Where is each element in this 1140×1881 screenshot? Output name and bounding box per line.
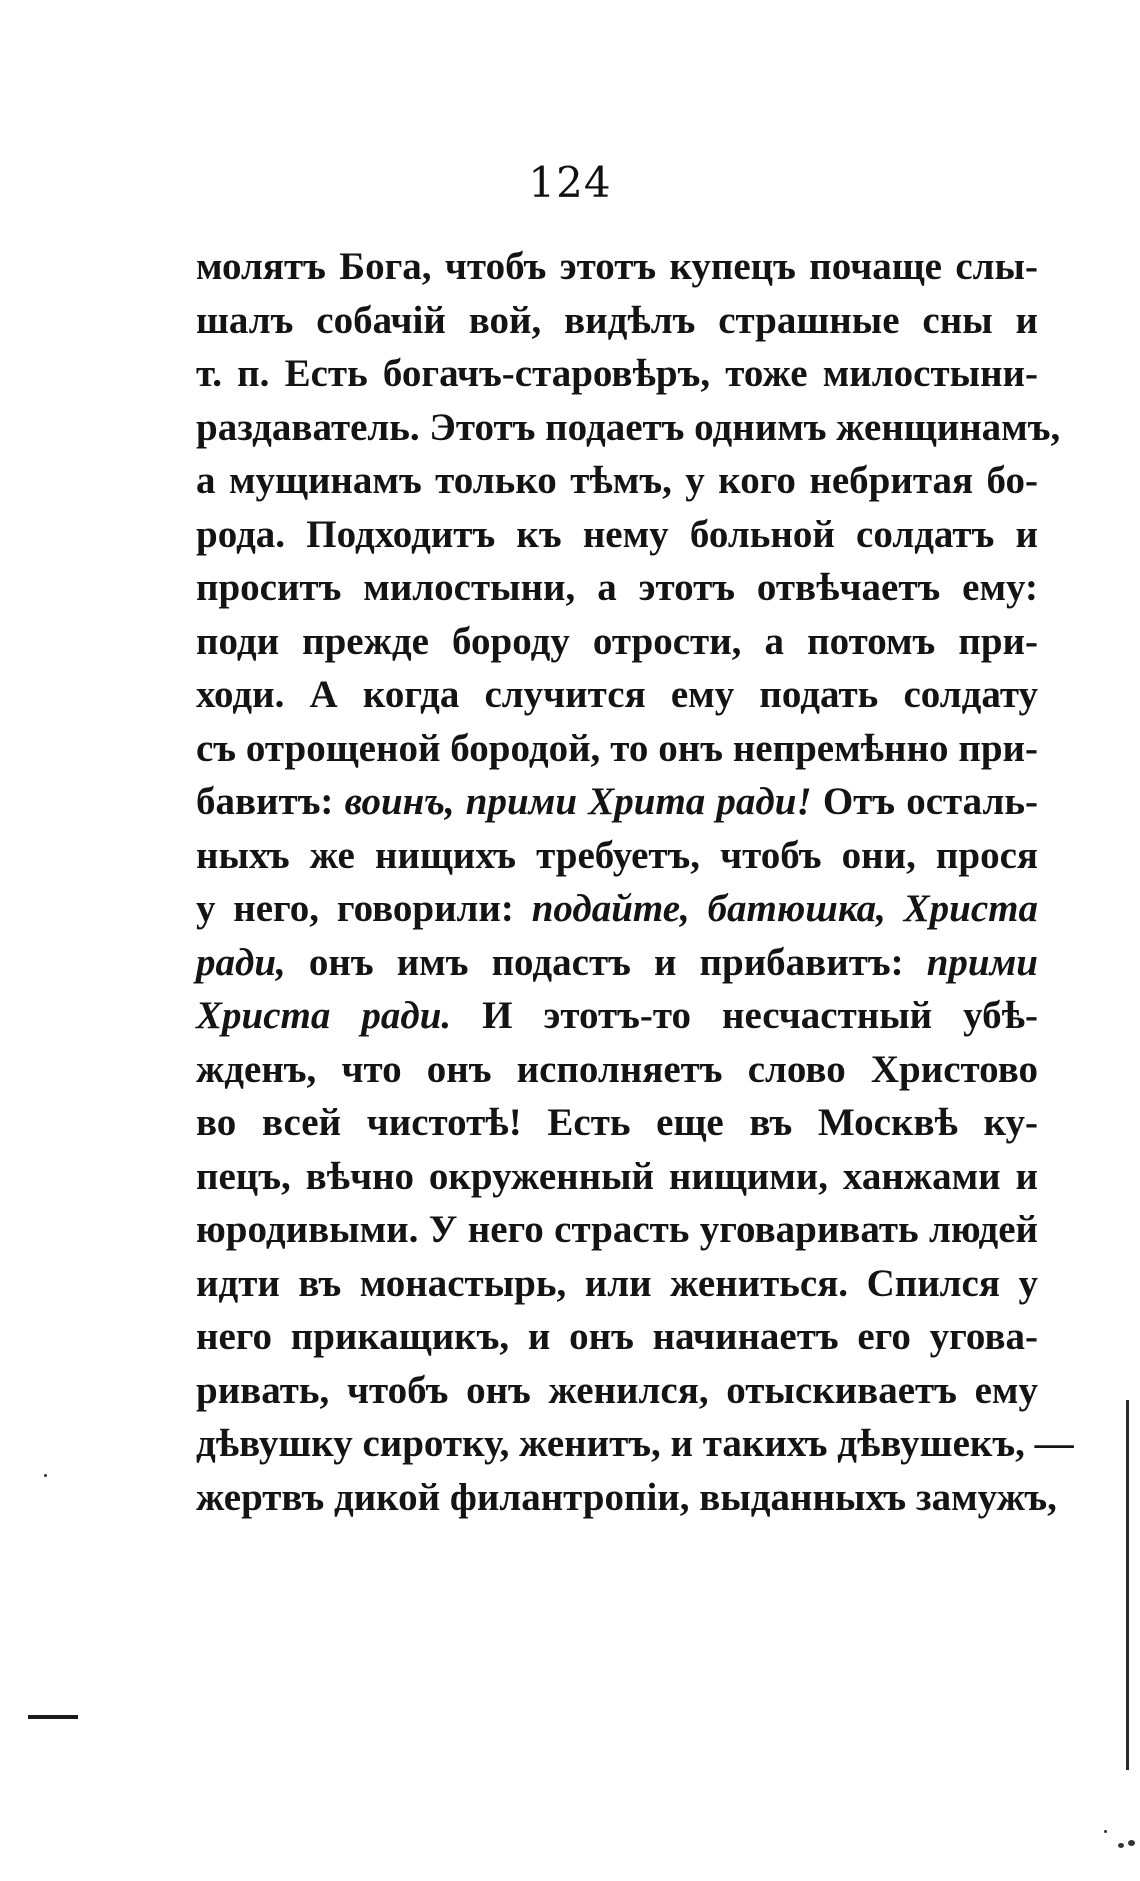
text-line [196, 668, 1038, 722]
italic-segment: воинъ, прими Хрита ради! [344, 780, 812, 823]
text-line [196, 1364, 1038, 1418]
text-segment: ходи. А когда случится ему подать солдату [196, 673, 1038, 716]
text-line [196, 454, 1038, 508]
text-line [196, 829, 1038, 883]
text-line [196, 1203, 1038, 1257]
speck [44, 1474, 47, 1477]
text-segment: дѣвушку сиротку, женитъ, и такихъ дѣвушекъ, — [196, 1422, 1074, 1465]
text-segment: жденъ, что онъ исполняетъ слово Христово [196, 1047, 1038, 1091]
speck [1128, 1840, 1135, 1846]
text-segment: пецъ, вѣчно окруженный нищими, ханжами и [196, 1154, 1038, 1198]
margin-dash [28, 1715, 78, 1719]
text-segment: шалъ собачій вой, видѣлъ страшные сны и [196, 298, 1038, 342]
speck [1104, 1830, 1107, 1833]
text-line [196, 240, 1038, 294]
text-segment: проситъ милостыни, а этотъ отвѣчаетъ ему: [196, 566, 1038, 609]
text-segment: юродивыми. У него страсть уговаривать людей [196, 1208, 1038, 1251]
text-segment: онъ имъ подастъ и прибавитъ: [285, 940, 927, 984]
text-segment: а мущинамъ только тѣмъ, у кого небритая бо- [196, 459, 1038, 502]
text-line [196, 561, 1038, 615]
text-line [196, 401, 1061, 455]
page-number: 124 [528, 158, 612, 207]
text-segment: раздаватель. Этотъ подаетъ однимъ женщинамъ, [196, 405, 1061, 449]
text-line [196, 1310, 1038, 1364]
text-segment: него прикащикъ, и онъ начинаетъ его угова- [196, 1315, 1038, 1358]
text-line [196, 882, 1038, 936]
text-segment: рода. Подходитъ къ нему больной солдатъ и [196, 512, 1038, 556]
text-segment: у него, говорили: [196, 887, 532, 930]
text-segment: Отъ осталь- [811, 780, 1038, 823]
text-segment: И этотъ-то несчастный убѣ- [451, 994, 1038, 1037]
text-segment: поди прежде бороду отрости, а потомъ при- [196, 619, 1038, 663]
text-line [196, 1417, 1074, 1471]
italic-segment: ради, [196, 940, 286, 984]
text-segment: ныхъ же нищихъ требуетъ, чтобъ они, прося [196, 833, 1038, 877]
text-segment: молятъ Бога, чтобъ этотъ купецъ почаще слы- [196, 245, 1038, 288]
text-line [196, 1043, 1038, 1097]
text-segment: идти въ монастырь, или жениться. Спился у [196, 1261, 1038, 1305]
text-line [196, 989, 1038, 1043]
text-line [196, 615, 1038, 669]
text-line [196, 1150, 1038, 1204]
text-segment: бавитъ: [196, 780, 345, 823]
text-line [196, 508, 1038, 562]
text-segment: во всей чистотѣ! Есть еще въ Москвѣ ку- [196, 1101, 1038, 1144]
italic-segment: подайте, батюшка, Христа [531, 887, 1038, 930]
text-line [196, 347, 1038, 401]
text-segment: ривать, чтобъ онъ женился, отыскиваетъ ему [196, 1368, 1038, 1412]
speck [1118, 1843, 1124, 1848]
text-segment: т. п. Есть богачъ-старовѣръ, тоже милостыни- [196, 352, 1038, 395]
text-line [196, 1257, 1038, 1311]
text-line [196, 294, 1038, 348]
text-segment: жертвъ дикой филантропіи, выданныхъ замужъ, [196, 1475, 1057, 1519]
text-line [196, 1471, 1057, 1525]
text-line [196, 1096, 1038, 1150]
margin-rule [1126, 1400, 1129, 1770]
italic-segment: Христа ради. [196, 994, 452, 1037]
text-line [196, 936, 1038, 990]
text-segment: съ отрощеной бородой, то онъ непремѣнно при- [196, 726, 1038, 770]
text-line [196, 722, 1038, 776]
italic-segment: прими [926, 940, 1038, 984]
body-text [196, 240, 1074, 1524]
text-line [196, 775, 1038, 829]
